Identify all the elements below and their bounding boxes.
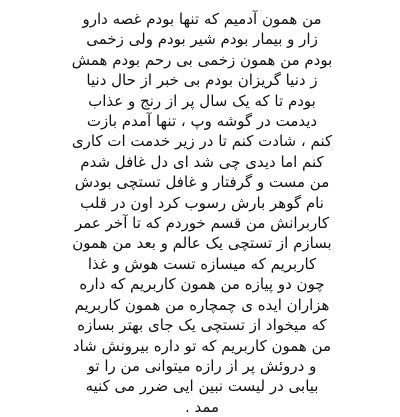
- text-line-10: نام گوهر بارش رسوب کرد اون در قلب: [80, 193, 324, 212]
- text-line-7: کنم ، شادت کنم تا در زیر خدمت ات کاری: [71, 132, 333, 151]
- text-line-6: دیدمت در گوشه وپ ، تنها آمدم بازت: [86, 112, 318, 131]
- text-line-16: که میخواد از تستچی یک جای بهتر بسازه: [77, 316, 327, 335]
- text-line-4: ز دنیا گریزان بودم بی خبر از حال دنیا: [86, 71, 318, 90]
- text-line-2: زار و بیمار بودم شیر بودم ولی زخمی: [86, 30, 318, 49]
- text-line-14: چون دو پیازه من همون کاربریم که داره: [79, 275, 325, 294]
- text-line-17: من همون کاربریم که تو داره بیرونش شاد: [72, 336, 332, 355]
- poem-text: [58, 9, 346, 417]
- text-line-12: بسازم از تستچی یک عالم و بعد من همون: [72, 234, 332, 253]
- text-line-20: ممد .: [184, 397, 220, 416]
- text-line-18: و دروئش پر از رازه میتوانی من را تو: [87, 356, 317, 375]
- text-line-9: من مست و گرفتار و غافل تستچی بودش: [74, 173, 330, 192]
- text-line-1: من همون آدمیم که تنها بودم غصه دارو: [82, 10, 322, 28]
- text-line-13: کاربریم که میسازه تست هوش و غذا: [87, 254, 317, 273]
- text-line-11: کاربرانش من قسم خوردم که تا آخر عمر: [74, 214, 329, 233]
- text-line-8: کنم اما دیدی چی شد ای دل غافل شدم: [80, 152, 324, 171]
- text-line-19: بیابی در لیست نبین ایی ضرر می کنیه: [85, 377, 319, 396]
- text-line-5: بودم تا که یک سال پر از رنج و عذاب: [88, 91, 316, 110]
- text-line-3: بودم من همون زخمی بی رحم بودم همش: [71, 50, 333, 69]
- text-line-15: هزاران ایده ی چمچاره من همون کاربریم: [74, 295, 330, 314]
